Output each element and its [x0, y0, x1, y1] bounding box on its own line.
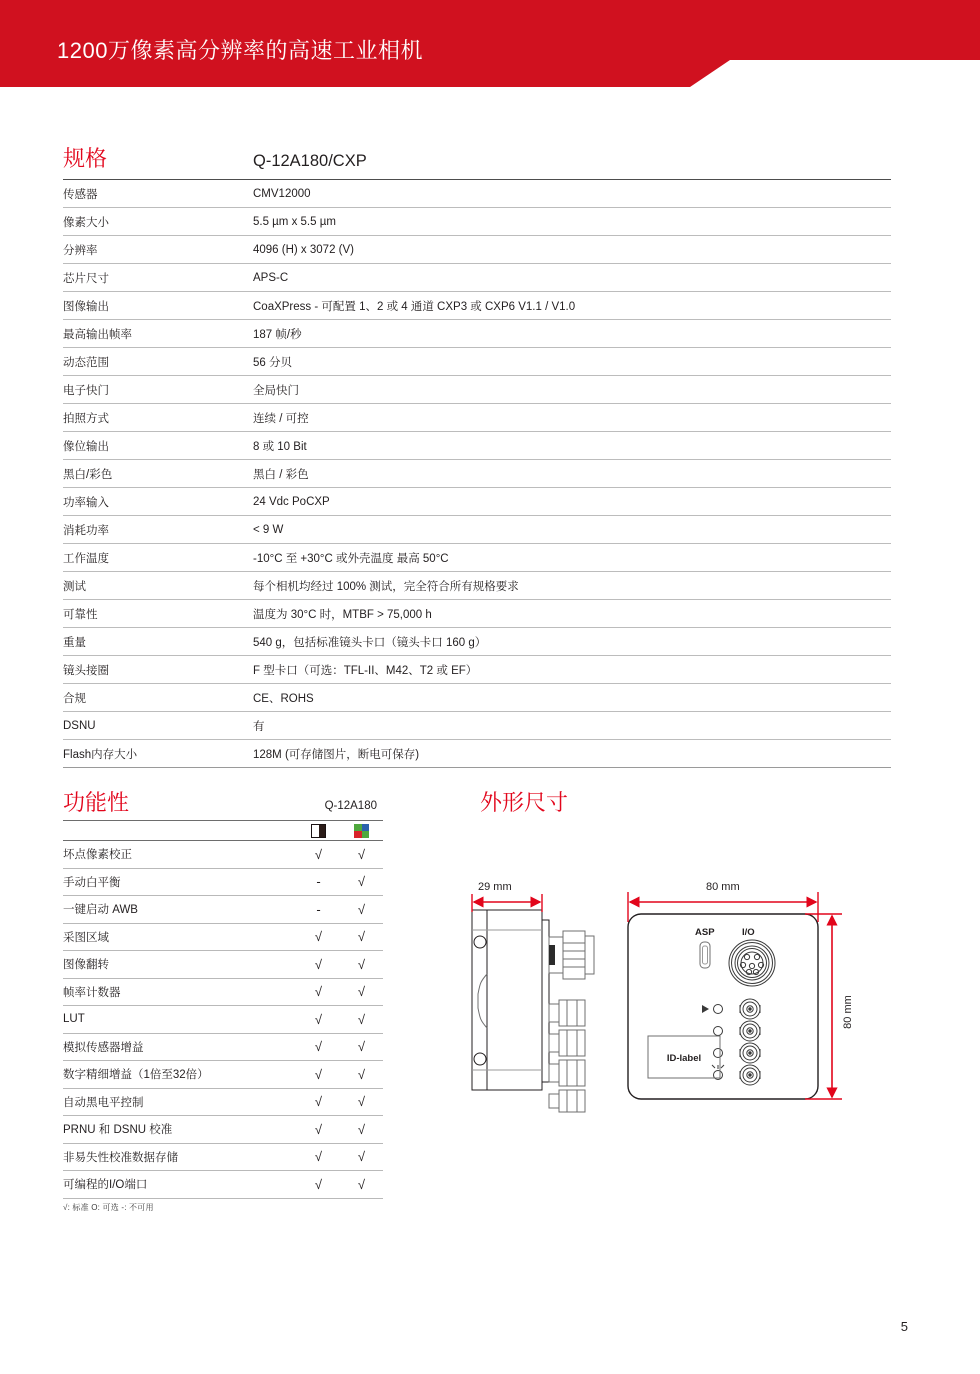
spec-label: 电子快门 — [63, 384, 109, 397]
spec-row — [63, 460, 891, 488]
spec-row — [63, 404, 891, 432]
functionality-feature-name: 模拟传感器增益 — [63, 1041, 144, 1054]
spec-row — [63, 376, 891, 404]
functionality-title: 功能性 — [63, 790, 130, 815]
functionality-row — [63, 1116, 383, 1144]
functionality-feature-name: 手动白平衡 — [63, 876, 121, 889]
functionality-section — [63, 792, 383, 1213]
functionality-color-mark: √ — [357, 1176, 366, 1192]
spec-value: 每个相机均经过 100% 测试，完全符合所有规格要求 — [253, 580, 519, 593]
side-view-width-dimension — [472, 881, 542, 912]
spec-label: 拍照方式 — [63, 412, 109, 425]
functionality-feature-name: 图像翻转 — [63, 959, 109, 972]
functionality-row — [63, 1171, 383, 1199]
mono-sensor-icon — [311, 824, 326, 838]
side-view-connectors — [549, 931, 594, 1112]
functionality-column-icons — [63, 820, 383, 841]
spec-value: < 9 W — [253, 523, 284, 536]
spec-value: CoaXPress - 可配置 1、2 或 4 通道 CXP3 或 CXP6 V1.1 / V1.0 — [253, 300, 576, 313]
spec-value: 4096 (H) x 3072 (V) — [253, 243, 354, 256]
spec-row — [63, 656, 891, 684]
functionality-feature-name: 可编程的I/O端口 — [63, 1179, 148, 1192]
spec-value: APS-C — [253, 271, 289, 284]
functionality-row — [63, 869, 383, 897]
spec-label: 重量 — [63, 636, 86, 649]
spec-row — [63, 292, 891, 320]
spec-value: 5.5 µm x 5.5 µm — [253, 215, 336, 228]
functionality-row — [63, 1061, 383, 1089]
functionality-color-mark: √ — [357, 984, 366, 1000]
functionality-row — [63, 1089, 383, 1117]
spec-label: 传感器 — [63, 188, 98, 201]
page-header-banner — [0, 0, 980, 92]
specifications-model: Q-12A180/CXP — [253, 151, 367, 170]
spec-value: 有 — [253, 720, 265, 733]
spec-row — [63, 712, 891, 740]
specifications-title: 规格 — [63, 146, 108, 171]
rear-view-width-label: 80 mm — [706, 881, 740, 893]
spec-row — [63, 516, 891, 544]
spec-row — [63, 236, 891, 264]
io-port-label: I/O — [742, 927, 755, 938]
functionality-row — [63, 896, 383, 924]
id-label-text: ID-label — [666, 1053, 702, 1064]
functionality-feature-name: 非易失性校准数据存储 — [63, 1151, 178, 1164]
functionality-mono-mark: √ — [314, 1094, 323, 1110]
dimensions-drawing — [450, 832, 880, 1122]
spec-row — [63, 544, 891, 572]
side-view-width-label: 29 mm — [478, 881, 512, 893]
functionality-mono-mark: √ — [314, 1176, 323, 1192]
coax-connectors — [740, 999, 760, 1085]
spec-value: 连续 / 可控 — [253, 412, 309, 425]
spec-row — [63, 180, 891, 208]
spec-value: F 型卡口（可选：TFL-II、M42、T2 或 EF） — [253, 664, 478, 677]
rear-view-width-dimension — [628, 881, 818, 922]
rear-view-height-dimension — [805, 914, 854, 1099]
spec-value: 128M (可存储图片，断电可保存) — [253, 748, 420, 761]
specifications-section — [63, 148, 891, 768]
spec-value: 24 Vdc PoCXP — [253, 495, 330, 508]
functionality-model: Q-12A180 — [324, 800, 377, 812]
color-bayer-icon — [354, 824, 369, 838]
spec-row — [63, 320, 891, 348]
functionality-mono-mark: √ — [314, 1121, 323, 1137]
specifications-table — [63, 180, 891, 768]
dimensions-title: 外形尺寸 — [480, 790, 569, 815]
functionality-color-mark: √ — [357, 846, 366, 862]
rear-view-drawing — [628, 914, 818, 1099]
status-leds — [702, 1005, 724, 1080]
rear-view-height-label: 80 mm — [842, 995, 854, 1029]
spec-row — [63, 600, 891, 628]
spec-label: DSNU — [63, 719, 96, 732]
spec-row — [63, 208, 891, 236]
functionality-color-mark: √ — [357, 1149, 366, 1165]
functionality-mono-mark: √ — [314, 846, 323, 862]
spec-row — [63, 432, 891, 460]
functionality-mono-mark: √ — [314, 929, 323, 945]
spec-row — [63, 264, 891, 292]
spec-label: 功率输入 — [63, 496, 109, 509]
spec-value: CE、ROHS — [253, 692, 314, 705]
specifications-header — [63, 148, 891, 180]
functionality-row — [63, 1006, 383, 1034]
functionality-legend: √: 标准 O: 可选 -: 不可用 — [63, 1202, 154, 1212]
spec-label: 黑白/彩色 — [63, 468, 113, 481]
functionality-feature-name: 采图区域 — [63, 931, 109, 944]
spec-value: 56 分贝 — [253, 356, 292, 369]
functionality-feature-name: LUT — [63, 1013, 85, 1026]
color-column-header — [340, 824, 383, 838]
functionality-row — [63, 951, 383, 979]
spec-value: 全局快门 — [253, 384, 299, 397]
functionality-row — [63, 1034, 383, 1062]
spec-value: 黑白 / 彩色 — [253, 468, 309, 481]
spec-label: 芯片尺寸 — [63, 272, 109, 285]
spec-row — [63, 684, 891, 712]
spec-value: -10°C 至 +30°C 或外壳温度 最高 50°C — [253, 552, 449, 565]
spec-row — [63, 628, 891, 656]
spec-value: 187 帧/秒 — [253, 328, 302, 341]
spec-label: 分辨率 — [63, 244, 98, 257]
functionality-color-mark: √ — [357, 956, 366, 972]
functionality-mono-mark: √ — [314, 1039, 323, 1055]
functionality-row — [63, 979, 383, 1007]
spec-label: 像素大小 — [63, 216, 109, 229]
mono-column-header — [297, 824, 340, 838]
functionality-feature-name: 一键启动 AWB — [63, 904, 138, 917]
spec-label: 工作温度 — [63, 552, 109, 565]
spec-value: 8 或 10 Bit — [253, 440, 307, 453]
spec-row — [63, 572, 891, 600]
spec-value: CMV12000 — [253, 187, 311, 200]
functionality-row — [63, 841, 383, 869]
spec-label: 像位输出 — [63, 440, 109, 453]
spec-row — [63, 740, 891, 768]
functionality-color-mark: √ — [357, 929, 366, 945]
functionality-color-mark: √ — [357, 1039, 366, 1055]
spec-label: 镜头接圈 — [63, 664, 109, 677]
functionality-feature-name: PRNU 和 DSNU 校准 — [63, 1124, 173, 1137]
functionality-mono-mark: √ — [314, 956, 323, 972]
functionality-row — [63, 924, 383, 952]
spec-row — [63, 488, 891, 516]
functionality-mono-mark: √ — [314, 1011, 323, 1027]
functionality-row — [63, 1144, 383, 1172]
functionality-table — [63, 841, 383, 1199]
io-connector-icon — [729, 940, 775, 986]
spec-label: 合规 — [63, 692, 86, 705]
page-number: 5 — [900, 1319, 908, 1334]
spec-value: 540 g，包括标准镜头卡口（镜头卡口 160 g） — [253, 636, 487, 649]
functionality-feature-name: 帧率计数器 — [63, 986, 121, 999]
functionality-mono-mark: √ — [314, 984, 323, 1000]
page-title: 1200万像素高分辨率的高速工业相机 — [57, 38, 423, 63]
spec-row — [63, 348, 891, 376]
functionality-color-mark: √ — [357, 1094, 366, 1110]
spec-label: 最高输出帧率 — [63, 328, 132, 341]
dimensions-section — [478, 790, 900, 1064]
spec-value: 温度为 30°C 时，MTBF > 75,000 h — [253, 608, 432, 621]
functionality-mono-mark: √ — [314, 1066, 323, 1082]
functionality-header — [63, 792, 383, 820]
functionality-color-mark: √ — [357, 1066, 366, 1082]
functionality-mono-mark: - — [316, 901, 321, 917]
functionality-mono-mark: - — [316, 874, 321, 890]
spec-label: 可靠性 — [63, 608, 98, 621]
functionality-color-mark: √ — [357, 1011, 366, 1027]
spec-label: 测试 — [63, 580, 86, 593]
functionality-mono-mark: √ — [314, 1149, 323, 1165]
spec-label: 动态范围 — [63, 356, 109, 369]
functionality-feature-name: 坏点像素校正 — [63, 849, 132, 862]
functionality-color-mark: √ — [357, 874, 366, 890]
asp-port-label: ASP — [695, 927, 715, 938]
spec-label: 消耗功率 — [63, 524, 109, 537]
functionality-feature-name: 自动黑电平控制 — [63, 1096, 144, 1109]
side-view-drawing — [472, 910, 549, 1090]
spec-label: 图像输出 — [63, 300, 109, 313]
functionality-color-mark: √ — [357, 1121, 366, 1137]
functionality-feature-name: 数字精细增益（1倍至32倍） — [63, 1069, 209, 1082]
functionality-color-mark: √ — [357, 901, 366, 917]
spec-label: Flash内存大小 — [63, 748, 138, 761]
